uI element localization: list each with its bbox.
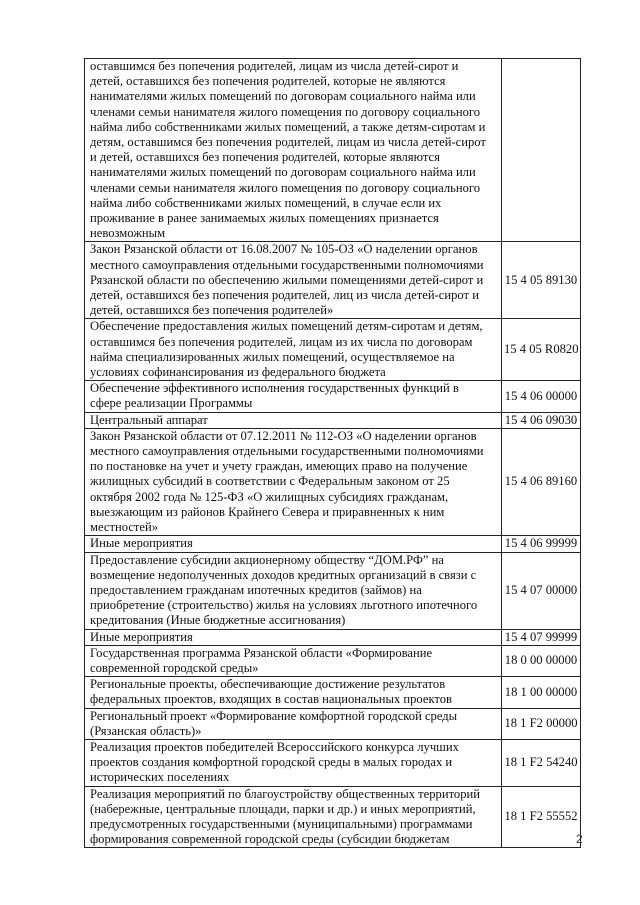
description-line: оставшимся без попечения родителей, лицам из их числа по договорам (90, 334, 473, 349)
description-line: предоставлением гражданам ипотечных кредитов (займов) на (90, 582, 422, 597)
description-line: найма либо собственниками жилых помещений, а также детям-сиротам и (90, 119, 486, 134)
description-line: Закон Рязанской области от 07.12.2011 № 112-ОЗ «О наделении органов (90, 428, 477, 443)
row-code: 18 1 F2 55552 (502, 786, 581, 848)
description-line: членами семьи нанимателя жилого помещения по договору социального (90, 104, 481, 119)
table-row (85, 739, 581, 786)
row-code: 18 1 00 00000 (502, 677, 581, 708)
table-row (85, 242, 581, 319)
description-line: местностей» (90, 520, 159, 535)
row-description (85, 645, 502, 676)
table-row (85, 381, 581, 412)
table-row (85, 708, 581, 739)
description-line: детей, оставшихся без попечения родителей, которые не являются (90, 74, 446, 89)
table-row (85, 412, 581, 428)
page-number: 2 (576, 832, 583, 846)
row-description (85, 536, 502, 552)
row-code: 18 0 00 00000 (502, 645, 581, 676)
description-line: (набережные, центральные площади, парки и др.) и иных мероприятий, (90, 801, 476, 816)
row-code (502, 59, 581, 242)
description-line: Региональные проекты, обеспечивающие достижение результатов (90, 677, 446, 692)
row-code: 15 4 05 R0820 (502, 319, 581, 381)
row-code: 18 1 F2 00000 (502, 708, 581, 739)
description-line: октября 2002 года № 125-ФЗ «О жилищных субсидиях гражданам, (90, 489, 449, 504)
description-line: кредитования (Иные бюджетные ассигнования) (90, 613, 346, 628)
description-line: Закон Рязанской области от 16.08.2007 № 105-ОЗ «О наделении органов (90, 242, 478, 257)
description-line: Рязанской области по обеспечению жилыми помещениями детей-сирот и (90, 272, 484, 287)
description-line: федеральных проектов, входящих в состав национальных проектов (90, 692, 452, 707)
row-description (85, 428, 502, 535)
row-description (85, 677, 502, 708)
description-line: сфере реализации Программы (90, 396, 253, 411)
table-row (85, 629, 581, 645)
description-line: жилищных субсидий в соответствии с Федеральным законом от 25 (90, 474, 450, 489)
row-description (85, 629, 502, 645)
description-line: Предоставление субсидии акционерному обществу “ДОМ.РФ” на (90, 552, 444, 567)
table-row (85, 319, 581, 381)
description-line: Иные мероприятия (90, 536, 193, 551)
description-line: детям, оставшимся без попечения родителей, лицам из числа детей-сирот (90, 135, 486, 150)
description-line: членами семьи нанимателя жилого помещения по договору социального (90, 180, 481, 195)
description-line: местного самоуправления отдельными государственными полномочиями (90, 444, 484, 459)
row-code: 15 4 06 00000 (502, 381, 581, 412)
description-line: найма либо собственниками жилых помещений, в случае если их (90, 195, 442, 210)
description-line: Иные мероприятия (90, 629, 193, 644)
row-description (85, 319, 502, 381)
row-code: 18 1 F2 54240 (502, 739, 581, 786)
row-code: 15 4 05 89130 (502, 242, 581, 319)
row-description (85, 412, 502, 428)
row-description (85, 786, 502, 848)
row-code: 15 4 07 00000 (502, 552, 581, 629)
row-code: 15 4 06 99999 (502, 536, 581, 552)
description-line: Реализация мероприятий по благоустройству общественных территорий (90, 786, 480, 801)
description-line: невозможным (90, 226, 166, 241)
description-line: оставшимся без попечения родителей, лицам из числа детей-сирот и (90, 59, 459, 73)
description-line: Государственная программа Рязанской области «Формирование (90, 645, 433, 660)
table-row (85, 552, 581, 629)
budget-classification-table (84, 58, 581, 848)
table-row (85, 677, 581, 708)
table-row (85, 536, 581, 552)
table-row (85, 59, 581, 242)
row-description (85, 59, 502, 242)
description-line: найма специализированных жилых помещений, осуществляемое на (90, 349, 455, 364)
description-line: нанимателями жилых помещений по договорам социального найма или (90, 89, 476, 104)
description-line: современной городской среды» (90, 660, 259, 675)
description-line: Обеспечение предоставления жилых помещений детям-сиротам и детям, (90, 319, 483, 334)
description-line: и детей, оставшихся без попечения родителей, которые являются (90, 150, 440, 165)
row-description (85, 739, 502, 786)
description-line: детей, оставшихся без попечения родителей, лиц из числа детей-сирот и (90, 288, 479, 303)
row-code: 15 4 06 89160 (502, 428, 581, 535)
row-description (85, 708, 502, 739)
table-row (85, 428, 581, 535)
description-line: исторических поселениях (90, 770, 230, 785)
table-row (85, 645, 581, 676)
description-line: Региональный проект «Формирование комфортной городской среды (90, 708, 458, 723)
description-line: нанимателями жилых помещений по договорам социального найма или (90, 165, 476, 180)
description-line: местного самоуправления отдельными государственными полномочиями (90, 257, 484, 272)
row-description (85, 242, 502, 319)
row-description (85, 381, 502, 412)
description-line: (Рязанская область)» (90, 723, 202, 738)
description-line: проживание в ранее занимаемых жилых помещениях признается (90, 211, 439, 226)
description-line: условиях софинансирования из федерального бюджета (90, 365, 386, 380)
description-line: по постановке на учет и учету граждан, имеющих право на получение (90, 459, 468, 474)
description-line: приобретение (строительство) жилья на условиях льготного ипотечного (90, 598, 478, 613)
description-line: возмещение недополученных доходов кредитных организаций в связи с (90, 567, 477, 582)
description-line: проектов создания комфортной городской среды в малых городах и (90, 755, 453, 770)
row-code: 15 4 06 09030 (502, 412, 581, 428)
table-body (85, 59, 581, 848)
row-code: 15 4 07 99999 (502, 629, 581, 645)
description-line: Реализация проектов победителей Всероссийского конкурса лучших (90, 739, 459, 754)
description-line: формирования современной городской среды (субсидии бюджетам (90, 832, 450, 847)
description-line: Центральный аппарат (90, 412, 208, 427)
description-line: выезжающим из районов Крайнего Севера и приравненных к ним (90, 504, 445, 519)
table-row (85, 786, 581, 848)
row-description (85, 552, 502, 629)
description-line: предусмотренных государственными (муниципальными) программами (90, 816, 473, 831)
description-line: детей, оставшихся без попечения родителей» (90, 303, 334, 318)
description-line: Обеспечение эффективного исполнения государственных функций в (90, 381, 459, 396)
